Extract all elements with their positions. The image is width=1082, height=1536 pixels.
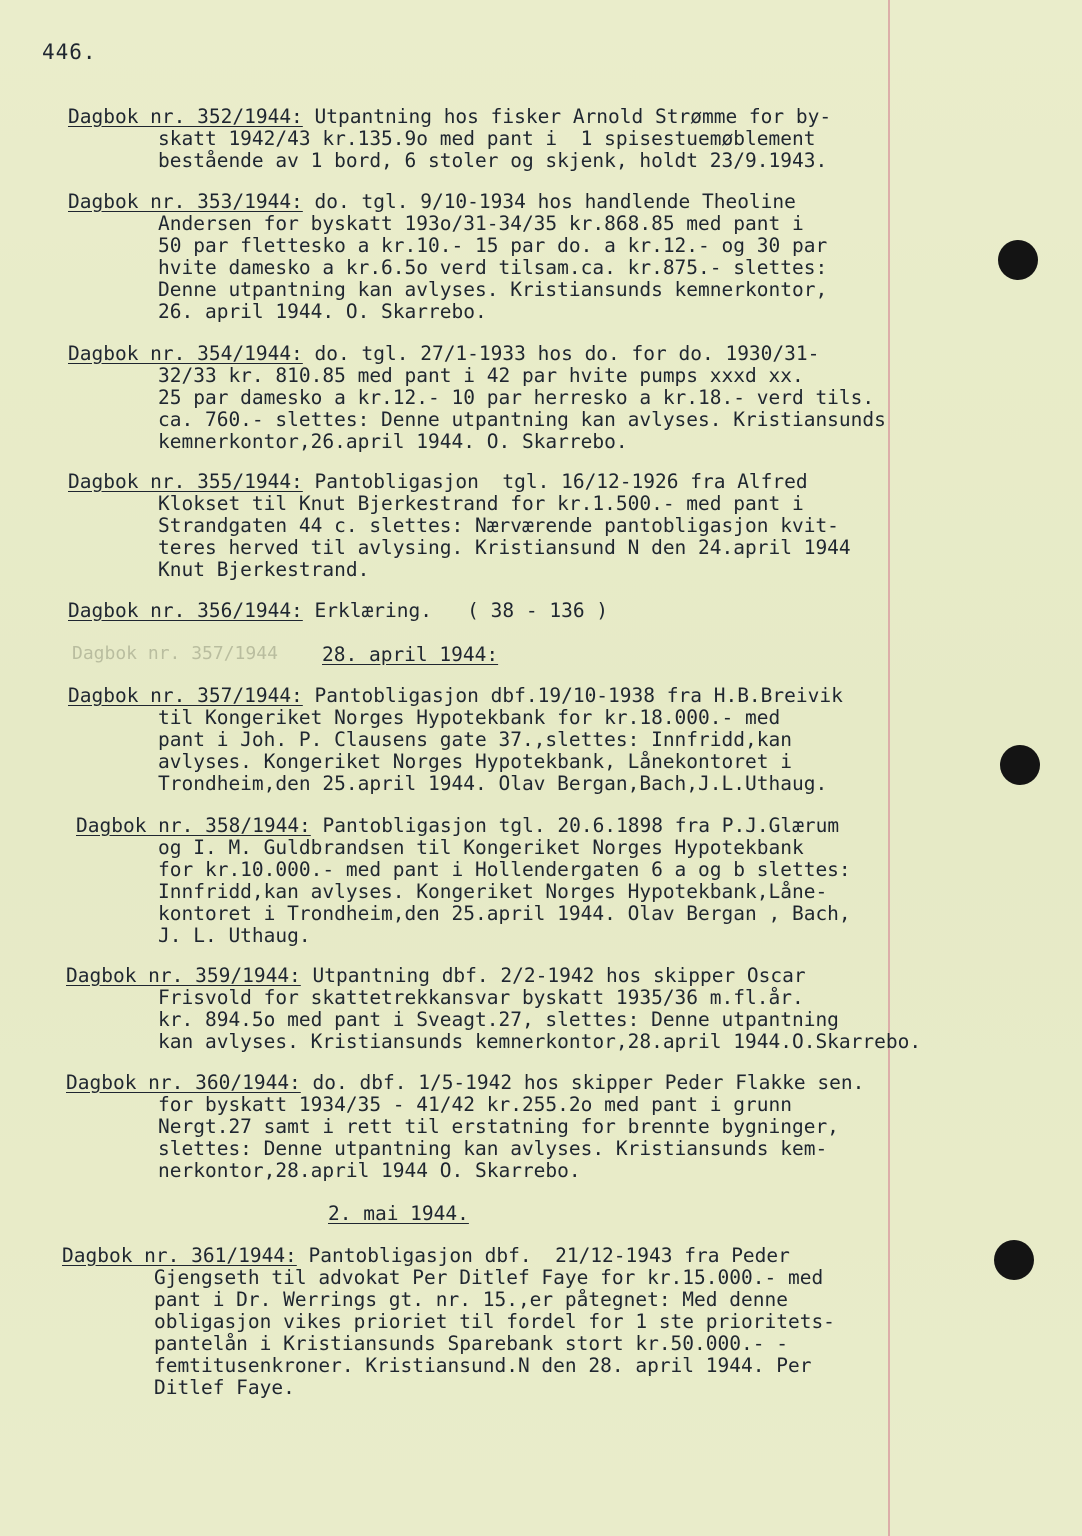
entry-line <box>62 1245 835 1267</box>
punch-hole-bottom <box>994 1240 1034 1280</box>
entry-text: Utpantning dbf. 2/2-1942 hos skipper Oscar <box>300 964 806 987</box>
entry-line <box>76 815 851 837</box>
punch-hole-middle <box>1000 745 1040 785</box>
entry-line <box>68 343 886 365</box>
entry-line: Strandgaten 44 c. slettes: Nærværende pantobligasjon kvit- <box>158 514 839 537</box>
entry-heading: Dagbok nr. 359/1944: <box>66 964 301 987</box>
entry-line: 25 par damesko a kr.12.- 10 par herresko a kr.18.- verd tils. <box>158 386 875 409</box>
entry-line <box>68 471 851 493</box>
entry-line: kan avlyses. Kristiansunds kemnerkontor,28.april 1944.O.Skarrebo. <box>158 1030 922 1053</box>
entry-360 <box>66 1072 864 1182</box>
entry-line: avlyses. Kongeriket Norges Hypotekbank, Lånekontoret i <box>158 750 792 773</box>
entry-line: ca. 760.- slettes: Denne utpantning kan avlyses. Kristiansunds <box>158 408 886 431</box>
entry-heading: Dagbok nr. 355/1944: <box>68 470 303 493</box>
entry-line: nerkontor,28.april 1944 O. Skarrebo. <box>158 1159 581 1182</box>
entry-359 <box>66 965 921 1053</box>
entry-text: Pantobligasjon dbf. 21/12-1943 fra Peder <box>296 1244 790 1267</box>
entry-text: do. tgl. 27/1-1933 hos do. for do. 1930/31- <box>302 342 820 365</box>
entry-text: Pantobligasjon tgl. 16/12-1926 fra Alfred <box>302 470 808 493</box>
entry-heading: Dagbok nr. 352/1944: <box>68 105 303 128</box>
entry-line: 26. april 1944. O. Skarrebo. <box>158 300 487 323</box>
date-heading-28-april: 28. april 1944: <box>322 643 499 666</box>
entry-line: kemnerkontor,26.april 1944. O. Skarrebo. <box>158 430 628 453</box>
entry-line: Trondheim,den 25.april 1944. Olav Bergan,Bach,J.L.Uthaug. <box>158 772 828 795</box>
entry-line: kontoret i Trondheim,den 25.april 1944. Olav Bergan , Bach, <box>158 902 851 925</box>
entry-line: slettes: Denne utpantning kan avlyses. Kristiansunds kem- <box>158 1137 828 1160</box>
entry-line: til Kongeriket Norges Hypotekbank for kr.18.000.- med <box>158 706 781 729</box>
entry-heading: Dagbok nr. 357/1944: <box>68 684 303 707</box>
entry-text: Pantobligasjon tgl. 20.6.1898 fra P.J.Glærum <box>310 814 840 837</box>
entry-heading: Dagbok nr. 361/1944: <box>62 1244 297 1267</box>
entry-line <box>68 600 608 622</box>
entry-line: for byskatt 1934/35 - 41/42 kr.255.2o med pant i grunn <box>158 1093 792 1116</box>
page-number: 446. <box>42 40 97 64</box>
entry-line: Ditlef Faye. <box>154 1376 295 1399</box>
entry-line: femtitusenkroner. Kristiansund.N den 28. april 1944. Per <box>154 1354 812 1377</box>
entry-356 <box>68 600 608 622</box>
entry-line <box>66 1072 864 1094</box>
entry-line: skatt 1942/43 kr.135.9o med pant i 1 spisestuemøblement <box>158 127 816 150</box>
entry-line: Denne utpantning kan avlyses. Kristiansunds kemnerkontor, <box>158 278 828 301</box>
entry-line: Klokset til Knut Bjerkestrand for kr.1.500.- med pant i <box>158 492 804 515</box>
entry-line: pant i Dr. Werrings gt. nr. 15.,er påtegnet: Med denne <box>154 1288 788 1311</box>
entry-text: Erklæring. ( 38 - 136 ) <box>302 599 609 622</box>
entry-line: obligasjon vikes prioriet til fordel for 1 ste prioritets- <box>154 1310 835 1333</box>
entry-line: Gjengseth til advokat Per Ditlef Faye for kr.15.000.- med <box>154 1266 824 1289</box>
entry-heading: Dagbok nr. 358/1944: <box>76 814 311 837</box>
entry-line <box>68 106 831 128</box>
entry-line <box>68 685 843 707</box>
entry-line: J. L. Uthaug. <box>158 924 311 947</box>
entry-line: 32/33 kr. 810.85 med pant i 42 par hvite pumps xxxd xx. <box>158 364 804 387</box>
entry-355 <box>68 471 851 581</box>
entry-line: pant i Joh. P. Clausens gate 37.,slettes: Innfridd,kan <box>158 728 792 751</box>
entry-heading: Dagbok nr. 360/1944: <box>66 1071 301 1094</box>
entry-line: 50 par flettesko a kr.10.- 15 par do. a kr.12.- og 30 par <box>158 234 828 257</box>
entry-heading: Dagbok nr. 356/1944: <box>68 599 303 622</box>
entry-357 <box>68 685 843 795</box>
entry-line: bestående av 1 bord, 6 stoler og skjenk, holdt 23/9.1943. <box>158 149 828 172</box>
entry-text: Pantobligasjon dbf.19/10-1938 fra H.B.Breivik <box>302 684 843 707</box>
entry-353 <box>68 191 827 323</box>
entry-line: Innfridd,kan avlyses. Kongeriket Norges Hypotekbank,Låne- <box>158 880 828 903</box>
date-heading-2-mai: 2. mai 1944. <box>328 1202 469 1225</box>
entry-heading: Dagbok nr. 354/1944: <box>68 342 303 365</box>
entry-line: for kr.10.000.- med pant i Hollendergaten 6 a og b slettes: <box>158 858 851 881</box>
entry-line <box>66 965 921 987</box>
entry-text: do. tgl. 9/10-1934 hos handlende Theoline <box>302 190 796 213</box>
entry-354 <box>68 343 886 453</box>
entry-line: pantelån i Kristiansunds Sparebank stort kr.50.000.- - <box>154 1332 788 1355</box>
entry-line: og I. M. Guldbrandsen til Kongeriket Norges Hypotekbank <box>158 836 804 859</box>
entry-352 <box>68 106 831 172</box>
entry-text: do. dbf. 1/5-1942 hos skipper Peder Flakke sen. <box>300 1071 865 1094</box>
entry-line: teres herved til avlysing. Kristiansund N den 24.april 1944 <box>158 536 851 559</box>
entry-358 <box>76 815 851 947</box>
entry-361 <box>62 1245 835 1399</box>
entry-line: Frisvold for skattetrekkansvar byskatt 1935/36 m.fl.år. <box>158 986 804 1009</box>
punch-hole-top <box>998 240 1038 280</box>
entry-line: hvite damesko a kr.6.5o verd tilsam.ca. kr.875.- slettes: <box>158 256 828 279</box>
entry-text: Utpantning hos fisker Arnold Strømme for by- <box>302 105 832 128</box>
entry-heading: Dagbok nr. 353/1944: <box>68 190 303 213</box>
entry-line <box>68 191 827 213</box>
entry-line: Knut Bjerkestrand. <box>158 558 370 581</box>
entry-line: kr. 894.5o med pant i Sveagt.27, slettes: Denne utpantning <box>158 1008 839 1031</box>
entry-line: Nergt.27 samt i rett til erstatning for brennte bygninger, <box>158 1115 839 1138</box>
faded-line: Dagbok nr. 357/1944 <box>72 643 278 664</box>
entry-line: Andersen for byskatt 193o/31-34/35 kr.868.85 med pant i <box>158 212 804 235</box>
